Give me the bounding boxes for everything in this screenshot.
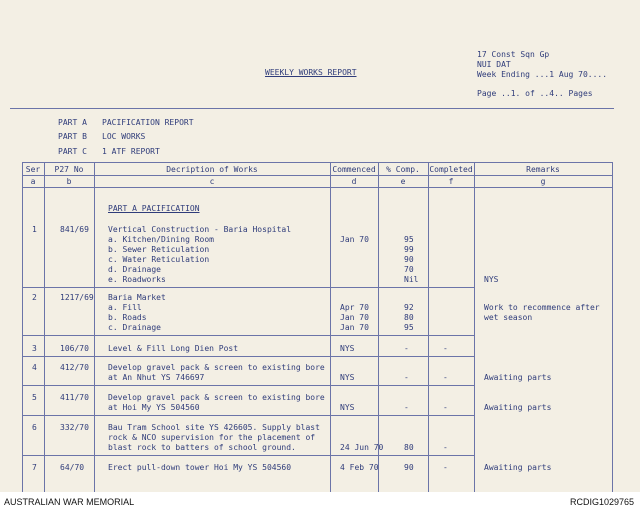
row-commenced: NYS (340, 344, 355, 353)
row-commenced: 4 Feb 70 (340, 463, 379, 472)
column-letter: c (209, 177, 215, 186)
row-separator (22, 415, 474, 416)
row-serial: 7 (32, 463, 37, 472)
row-comp: Nil (404, 275, 419, 284)
column-header: Decription of Works (166, 165, 258, 174)
row-completed: - (443, 463, 448, 472)
row-comp: 80 (404, 443, 414, 452)
row-p27-number: 411/70 (60, 393, 89, 402)
row-comp: 99 (404, 245, 414, 254)
footer-record-id: RCDIG1029765 (569, 497, 634, 507)
column-rule (94, 162, 95, 492)
row-commenced: NYS (340, 403, 355, 412)
row-serial: 3 (32, 344, 37, 353)
row-comp: - (404, 344, 409, 353)
row-completed: - (443, 443, 448, 452)
part-c-code: PART C (58, 147, 87, 156)
row-desc: at An Nhut YS 746697 (108, 373, 205, 382)
row-desc: Level & Fill Long Dien Post (108, 344, 239, 353)
row-commenced: NYS (340, 373, 355, 382)
column-letter: b (66, 177, 72, 186)
table-top-rule (22, 162, 612, 163)
column-header: P27 No (54, 165, 84, 174)
column-rule (428, 162, 429, 492)
column-header: Ser (25, 165, 41, 174)
column-header: Commenced (332, 165, 376, 174)
row-completed: - (443, 373, 448, 382)
row-comp: 95 (404, 235, 414, 244)
row-desc: b. Roads (108, 313, 147, 322)
row-commenced: Jan 70 (340, 313, 369, 322)
row-p27-number: 1217/69 (60, 293, 94, 302)
column-rule (22, 162, 23, 492)
row-desc: c. Drainage (108, 323, 161, 332)
row-commenced: 24 Jun 70 (340, 443, 384, 452)
section-heading: PART A PACIFICATION (108, 204, 200, 213)
column-rule (612, 162, 613, 492)
row-comp: - (404, 403, 409, 412)
unit-name: 17 Const Sqn Gp (477, 50, 550, 59)
row-p27-number: 332/70 (60, 423, 89, 432)
row-desc: d. Drainage (108, 265, 161, 274)
part-b-code: PART B (58, 132, 87, 141)
part-b-name: LOC WORKS (102, 132, 146, 141)
column-rule (44, 162, 45, 492)
row-desc: blast rock to batters of school ground. (108, 443, 296, 452)
row-desc: a. Kitchen/Dining Room (108, 235, 214, 244)
row-commenced: Jan 70 (340, 323, 369, 332)
row-comp: 95 (404, 323, 414, 332)
row-desc: Erect pull-down tower Hoi My YS 504560 (108, 463, 292, 472)
row-separator (22, 385, 474, 386)
location: NUI DAT (477, 60, 511, 69)
row-serial: 5 (32, 393, 37, 402)
row-desc: rock & NCO supervision for the placement of (108, 433, 316, 442)
row-remarks: wet season (484, 313, 533, 322)
column-letter: g (540, 177, 546, 186)
table-letter-rule (22, 187, 612, 188)
row-desc: Develop gravel pack & screen to existing bore (108, 363, 325, 372)
row-completed: - (443, 403, 448, 412)
table-header-rule (22, 175, 612, 176)
header-rule (10, 108, 614, 109)
report-title: WEEKLY WORKS REPORT (265, 68, 357, 77)
row-desc: Vertical Construction - Baria Hospital (108, 225, 292, 234)
page-number: Page ..1. of ..4.. Pages (477, 89, 593, 98)
row-serial: 4 (32, 363, 37, 372)
column-rule (330, 162, 331, 492)
column-letter: f (448, 177, 454, 186)
row-p27-number: 64/70 (60, 463, 85, 472)
part-a-code: PART A (58, 118, 87, 127)
row-commenced: Apr 70 (340, 303, 369, 312)
row-serial: 1 (32, 225, 37, 234)
column-letter: a (30, 177, 36, 186)
column-header: Completed (429, 165, 473, 174)
footer-archive-name: AUSTRALIAN WAR MEMORIAL (4, 497, 135, 507)
row-remarks: Awaiting parts (484, 463, 552, 472)
row-comp: - (404, 373, 409, 382)
row-p27-number: 841/69 (60, 225, 89, 234)
row-remarks: Work to recommence after (484, 303, 600, 312)
row-comp: 90 (404, 463, 414, 472)
row-desc: e. Roadworks (108, 275, 166, 284)
row-p27-number: 412/70 (60, 363, 89, 372)
row-desc: b. Sewer Reticulation (108, 245, 210, 254)
column-header: Remarks (526, 165, 560, 174)
week-ending: Week Ending ...1 Aug 70.... (477, 70, 608, 79)
row-desc: a. Fill (108, 303, 142, 312)
row-separator (22, 455, 474, 456)
row-comp: 70 (404, 265, 414, 274)
column-rule (474, 162, 475, 492)
row-comp: 90 (404, 255, 414, 264)
row-p27-number: 106/70 (60, 344, 89, 353)
row-separator (22, 356, 474, 357)
row-comp: 80 (404, 313, 414, 322)
row-completed: - (443, 344, 448, 353)
row-serial: 6 (32, 423, 37, 432)
column-letter: d (351, 177, 357, 186)
part-a-name: PACIFICATION REPORT (102, 118, 194, 127)
row-desc: Baria Market (108, 293, 166, 302)
row-desc: Develop gravel pack & screen to existing bore (108, 393, 325, 402)
row-desc: at Hoi My YS 504560 (108, 403, 200, 412)
row-separator (22, 287, 474, 288)
row-desc: Bau Tram School site YS 426605. Supply blast (108, 423, 320, 432)
part-c-name: 1 ATF REPORT (102, 147, 160, 156)
row-separator (22, 335, 474, 336)
row-remarks: Awaiting parts (484, 403, 552, 412)
row-commenced: Jan 70 (340, 235, 369, 244)
row-serial: 2 (32, 293, 37, 302)
row-remarks: NYS (484, 275, 499, 284)
row-desc: c. Water Reticulation (108, 255, 210, 264)
column-letter: e (400, 177, 406, 186)
row-comp: 92 (404, 303, 414, 312)
row-remarks: Awaiting parts (484, 373, 552, 382)
column-header: % Comp. (386, 165, 420, 174)
